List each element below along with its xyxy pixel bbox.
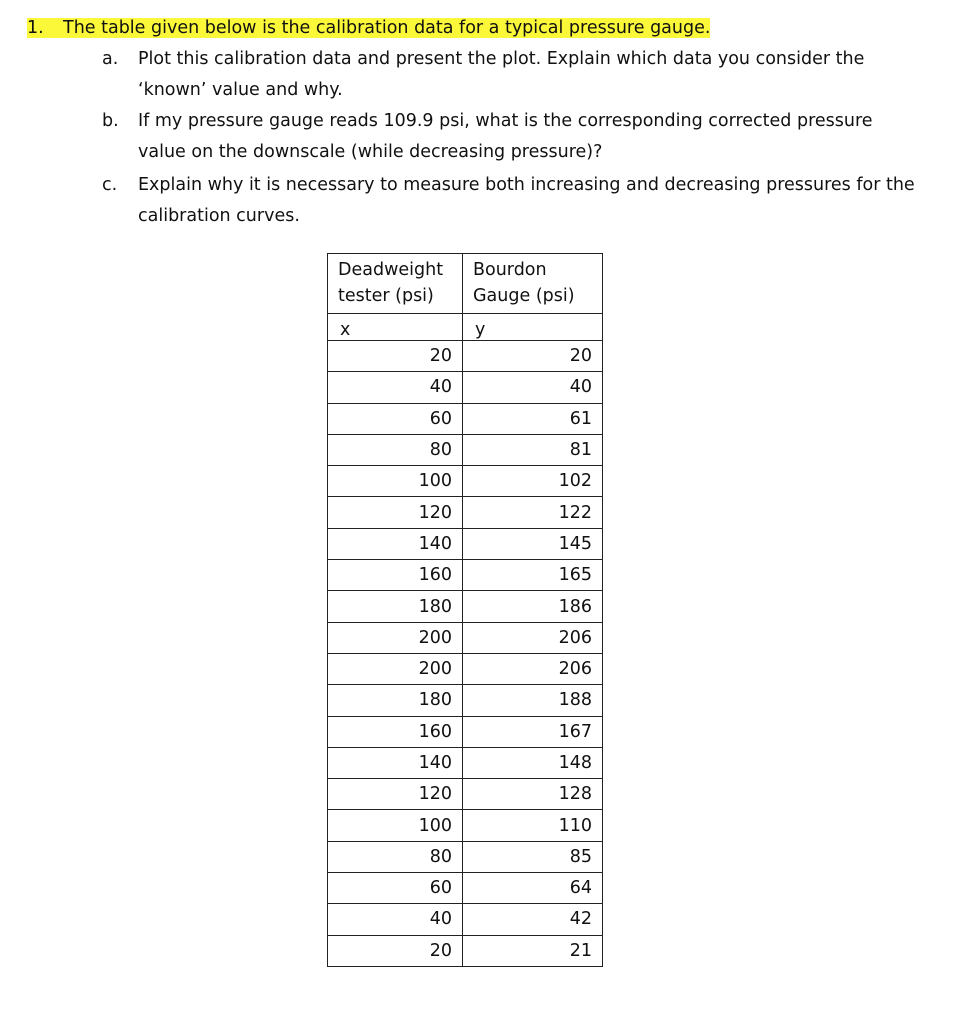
cell-deadweight: 140 <box>328 528 463 559</box>
table-row <box>328 873 603 904</box>
table-row <box>328 591 603 622</box>
table-row <box>328 935 603 966</box>
part-text <box>138 44 938 106</box>
table-row <box>328 810 603 841</box>
cell-bourdon: 110 <box>463 810 603 841</box>
part-letter: b. <box>102 111 119 131</box>
cell-bourdon: 145 <box>463 528 603 559</box>
cell-bourdon: 81 <box>463 434 603 465</box>
part-line: ‘known’ value and why. <box>138 80 343 100</box>
table-row <box>328 841 603 872</box>
cell-bourdon: 64 <box>463 873 603 904</box>
cell-bourdon: 186 <box>463 591 603 622</box>
header-line: Bourdon <box>473 260 547 280</box>
table-row <box>328 466 603 497</box>
cell-deadweight: 120 <box>328 497 463 528</box>
cell-deadweight: 200 <box>328 622 463 653</box>
table-row <box>328 528 603 559</box>
cell-deadweight: 160 <box>328 560 463 591</box>
table-row <box>328 497 603 528</box>
header-cell-bourdon <box>463 254 603 314</box>
cell-deadweight: 60 <box>328 873 463 904</box>
table-row <box>328 904 603 935</box>
table-row <box>328 716 603 747</box>
header-line: Deadweight <box>338 260 444 280</box>
part-line: value on the downscale (while decreasing pressure)? <box>138 142 603 162</box>
cell-bourdon: 165 <box>463 560 603 591</box>
part-line: Plot this calibration data and present the plot. Explain which data you consider the <box>138 49 865 69</box>
table-row <box>328 403 603 434</box>
header-line: tester (psi) <box>338 286 434 306</box>
table-row <box>328 341 603 372</box>
cell-bourdon: 61 <box>463 403 603 434</box>
part-line: calibration curves. <box>138 206 300 226</box>
table-row <box>328 779 603 810</box>
variable-cell-y: y <box>463 314 603 341</box>
question-number: 1. <box>27 18 44 38</box>
cell-bourdon: 85 <box>463 841 603 872</box>
part-line: Explain why it is necessary to measure both increasing and decreasing pressures for the <box>138 175 915 195</box>
cell-deadweight: 160 <box>328 716 463 747</box>
header-line: Gauge (psi) <box>473 286 575 306</box>
cell-bourdon: 167 <box>463 716 603 747</box>
part-letter: a. <box>102 49 119 69</box>
cell-deadweight: 20 <box>328 341 463 372</box>
variable-cell-x: x <box>328 314 463 341</box>
cell-bourdon: 148 <box>463 747 603 778</box>
cell-deadweight: 140 <box>328 747 463 778</box>
part-text <box>138 170 938 232</box>
cell-deadweight: 80 <box>328 434 463 465</box>
table-row <box>328 434 603 465</box>
cell-deadweight: 40 <box>328 904 463 935</box>
question-title: The table given below is the calibration data for a typical pressure gauge. <box>63 18 711 38</box>
cell-deadweight: 60 <box>328 403 463 434</box>
table-row <box>328 747 603 778</box>
cell-deadweight: 180 <box>328 685 463 716</box>
part-letter: c. <box>102 175 118 195</box>
calibration-table <box>327 253 603 967</box>
table-row <box>328 622 603 653</box>
cell-deadweight: 20 <box>328 935 463 966</box>
table-header-row <box>328 254 603 314</box>
cell-deadweight: 120 <box>328 779 463 810</box>
cell-deadweight: 80 <box>328 841 463 872</box>
part-text <box>138 106 938 168</box>
cell-bourdon: 206 <box>463 653 603 684</box>
question-header <box>27 14 710 42</box>
part-line: If my pressure gauge reads 109.9 psi, what is the corresponding corrected pressure <box>138 111 873 131</box>
cell-bourdon: 122 <box>463 497 603 528</box>
cell-deadweight: 100 <box>328 466 463 497</box>
question-highlight <box>27 18 710 38</box>
cell-deadweight: 180 <box>328 591 463 622</box>
cell-bourdon: 188 <box>463 685 603 716</box>
cell-bourdon: 21 <box>463 935 603 966</box>
cell-bourdon: 40 <box>463 372 603 403</box>
table-row <box>328 685 603 716</box>
cell-bourdon: 42 <box>463 904 603 935</box>
cell-bourdon: 206 <box>463 622 603 653</box>
table-variable-row <box>328 314 603 341</box>
table-row <box>328 372 603 403</box>
cell-bourdon: 102 <box>463 466 603 497</box>
table-row <box>328 560 603 591</box>
cell-bourdon: 20 <box>463 341 603 372</box>
cell-deadweight: 100 <box>328 810 463 841</box>
table-row <box>328 653 603 684</box>
cell-bourdon: 128 <box>463 779 603 810</box>
cell-deadweight: 40 <box>328 372 463 403</box>
header-cell-deadweight <box>328 254 463 314</box>
cell-deadweight: 200 <box>328 653 463 684</box>
